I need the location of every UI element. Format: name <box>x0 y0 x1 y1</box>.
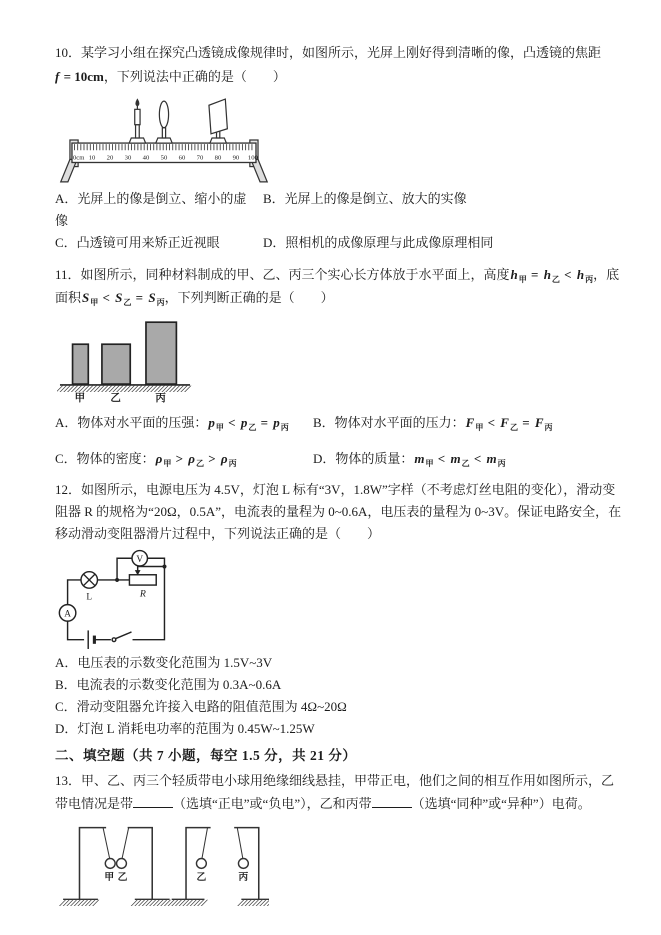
ball-jia <box>105 858 115 868</box>
q11-option-b-formula: $F_甲 < F_乙 = F_丙$ <box>465 414 553 432</box>
q12-option-d: D．灯泡 L 消耗电功率的范围为 0.45W~1.25W <box>55 721 315 737</box>
rheostat-label: R <box>139 588 146 600</box>
voltmeter-label: V <box>136 555 144 566</box>
stand-pole <box>79 827 106 899</box>
q11-option-d-formula: $m_甲 < m_乙 < m_丙$ <box>414 451 506 469</box>
section-2-title: 二、填空题（共 7 小题，每空 1.5 分，共 21 分） <box>55 747 357 763</box>
ball-yi-left <box>117 858 127 868</box>
q10-options <box>55 188 623 254</box>
wire <box>68 580 81 605</box>
q11-option-c-formula: $\rho_甲 > \rho_乙 > \rho_丙$ <box>155 451 237 469</box>
string <box>103 827 110 858</box>
wire <box>68 621 84 640</box>
q13-blank-2 <box>372 795 412 808</box>
rheostat-icon <box>129 570 156 599</box>
ruler-tick-label: 90 <box>232 154 240 162</box>
q12-options <box>55 652 623 740</box>
q11-options <box>55 412 623 471</box>
q13-text: 13．甲、乙、丙三个轻质带电小球用绝缘细线悬挂，甲带正电，他们之间的相互作用如图所示，乙带电情况是带 （选填“正电”或“负电”），乙和丙带 （选填“同种”或“异种”）电荷。 <box>55 773 615 811</box>
string <box>202 827 208 858</box>
ruler-tick-label: 100 <box>247 154 258 162</box>
lamp-label: L <box>86 592 93 603</box>
q12-text: 12．如图所示，电源电压为 4.5V，灯泡 L 标有“3V，1.8W”字样（不考虑灯丝电阻的变化），滑动变阻器 R 的规格为“20Ω，0.5A”，电流表的量程为 0~0.6A，电压表的量程为 0~3V。保证电路安全，在移动滑动变阻器滑片过程中，下列说法正确的是（ ） <box>55 481 622 542</box>
lamp-icon <box>81 572 97 603</box>
question-10 <box>55 42 623 254</box>
lens-icon <box>156 101 172 143</box>
q11-option-d: D．物体的质量：$m_甲 < m_乙 < m_丙$ <box>313 451 506 469</box>
ruler-tick-label: 0cm <box>73 154 85 162</box>
string <box>122 827 129 858</box>
candle-icon <box>129 100 145 143</box>
blocks-figure <box>57 318 193 404</box>
ammeter-label: A <box>64 609 71 620</box>
q10-option-d: D．照相机的成像原理与此成像原理相同 <box>263 235 494 251</box>
ruler-tick-label: 20 <box>106 154 114 162</box>
block-label-bing: 丙 <box>155 392 166 404</box>
ruler-tick-label: 30 <box>124 154 132 162</box>
ruler-tick-label: 70 <box>196 154 204 162</box>
q10-option-a: A．光屏上的像是倒立、缩小的虚像 <box>55 191 247 229</box>
ground-line <box>59 385 191 389</box>
block-jia <box>73 344 89 384</box>
block-bing <box>146 322 176 384</box>
ruler-tick-label: 80 <box>214 154 222 162</box>
ruler-tick-label: 40 <box>142 154 150 162</box>
q10-option-b: B．光屏上的像是倒立、放大的实像 <box>263 191 467 207</box>
q10-option-c: C．凸透镜可用来矫正近视眼 <box>55 235 220 251</box>
block-label-yi: 乙 <box>110 392 121 404</box>
ruler-tick-label: 50 <box>160 154 168 162</box>
stand-pole <box>128 827 153 899</box>
junction-dot <box>115 578 119 582</box>
battery-icon <box>88 631 111 650</box>
q10-focal-formula: f = 10cm <box>55 69 104 85</box>
bench-ruler <box>72 143 259 162</box>
question-12 <box>55 479 623 741</box>
block-label-jia: 甲 <box>74 392 86 404</box>
ruler-tick-label: 60 <box>178 154 186 162</box>
ammeter-icon <box>59 605 75 621</box>
q10-text-line1: 10．某学习小组在探究凸透镜成像规律时，如图所示，光屏上刚好得到清晰的像，凸透镜的焦距 <box>55 45 602 60</box>
ball-label-yi-right: 乙 <box>196 871 207 883</box>
q11-option-a-formula: $p_甲 < p_乙 = p_丙$ <box>208 414 289 432</box>
ball-label-jia: 甲 <box>104 871 115 883</box>
ball-yi-right <box>196 858 206 868</box>
ruler-tick-label: 10 <box>88 154 96 162</box>
string <box>237 827 243 858</box>
question-13 <box>55 770 623 914</box>
q11-area-formula: $S_甲 < S_乙 = S_丙$ <box>82 290 165 308</box>
q10-text-line2: f = 10cm，下列说法中正确的是（ ） <box>55 69 286 85</box>
junction-dot <box>162 565 166 569</box>
q12-option-b: B．电流表的示数变化范围为 0.3A~0.6A <box>55 677 282 693</box>
voltmeter-icon <box>132 551 147 566</box>
ball-label-yi-left: 乙 <box>117 871 128 883</box>
ground-hatch <box>62 899 269 903</box>
charged-balls-figure <box>59 817 269 915</box>
ball-label-bing: 丙 <box>238 871 249 883</box>
q11-option-b: B．物体对水平面的压力：$F_甲 < F_乙 = F_丙$ <box>313 414 553 432</box>
block-yi <box>102 344 130 384</box>
q12-option-c: C．滑动变阻器允许接入电路的阻值范围为 4Ω~20Ω <box>55 699 347 715</box>
circuit-figure <box>49 549 181 650</box>
q12-option-a: A．电压表的示数变化范围为 1.5V~3V <box>55 655 273 671</box>
q11-option-c: C．物体的密度：$\rho_甲 > \rho_乙 > \rho_丙$ <box>55 451 237 469</box>
ball-bing <box>238 858 248 868</box>
q13-blank-1 <box>133 795 173 808</box>
switch-icon <box>112 632 131 642</box>
q11-height-formula: $h_甲 = h_乙 < h_丙$ <box>510 267 594 285</box>
q11-option-a: A．物体对水平面的压强：$p_甲 < p_乙 = p_丙$ <box>55 414 289 432</box>
optical-bench-figure <box>59 94 271 186</box>
wire <box>138 567 165 574</box>
question-11 <box>55 264 623 470</box>
q11-text: 11．如图所示，同种材料制成的甲、乙、丙三个实心长方体放于水平面上，高度$h_甲 = h_乙 < h_丙$，底面积$S_甲 < S_乙 = S_丙$，下列判断正确的是（ ） <box>55 267 620 308</box>
screen-icon <box>209 99 227 143</box>
wire <box>147 558 164 566</box>
